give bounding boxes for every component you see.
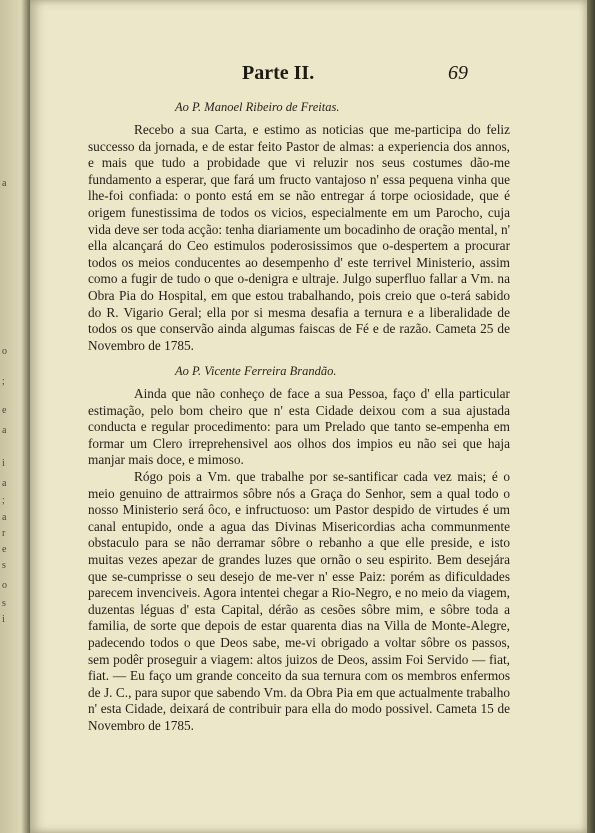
letter-addressee: Ao P. Vicente Ferreira Brandão. [175, 364, 337, 378]
left-page-fragment: e [2, 544, 7, 555]
paragraph: Ainda que não conheço de face a sua Pessoa, faço d' ella particular estimação, pelo bom cheiro que n' esta Cidade deixou com a sua ajustada conducta e regular procedimento: para um Prelado que tanto se-empenha em formar um Clero irreprehensivel aos olhos dos impios eu não sei que haja manjar mais doce, e mimoso. [88, 386, 510, 468]
left-page-fragment: i [2, 614, 5, 625]
page-number: 69 [448, 62, 468, 84]
left-page-fragment: e [2, 405, 7, 416]
left-page-fragment: s [2, 560, 6, 571]
letter-addressee: Ao P. Manoel Ribeiro de Freitas. [175, 100, 340, 114]
left-page-fragment: o [2, 580, 7, 591]
page-header [30, 62, 587, 86]
left-page-fragment: ; [2, 376, 5, 387]
left-page-fragment: a [2, 478, 7, 489]
left-page-fragment: o [2, 346, 7, 357]
letter-body [88, 386, 510, 734]
left-page-fragment: a [2, 425, 7, 436]
left-page-fragment: a [2, 178, 7, 189]
left-page-fragment: a [2, 512, 7, 523]
section-title: Parte II. [242, 62, 315, 84]
book-page [30, 0, 587, 833]
left-page-fragment: ; [2, 495, 5, 506]
letter-body [88, 122, 510, 354]
left-page-fragment: i [2, 458, 5, 469]
page-edge-shadow [587, 0, 595, 833]
left-page-fragment: r [2, 528, 6, 539]
left-page-fragment: s [2, 598, 6, 609]
left-page-edge [0, 0, 30, 833]
paragraph: Rógo pois a Vm. que trabalhe por se-santificar cada vez mais; é o meio genuino de attrairmos sôbre nós a Graça do Senhor, sem a qual todo o nosso Ministerio será ôco, e infructuoso: um Pastor despido de virtudes é um canal entupido, onde a agua das Divinas Misericordias acha communmente obstaculo para se não derramar sôbre o rebanho a que elle preside, e isto muitas vezes apezar de grandes luzes que ornão o seu espirito. Bem desejára que se-cumprisse o seu desejo de me-ver n' esse Paiz: porém as dificuldades parecem invenciveis. Agora intentei chegar a Rio-Negro, e no meio da viagem, duzentas léguas d' esta Capital, dérão as cesões sôbre mim, e sôbre toda a familia, de sorte que depois de estar quarenta dias na Villa de Monte-Alegre, padecendo todos o que Deos sabe, me-vi obrigado a voltar sôbre os passos, sem podêr proseguir a viagem: altos juizos de Deos, assim Foi Servido — fiat, fiat. — Eu faço um grande conceito da sua ternura com os membros enfermos de J. C., para supor que sabendo Vm. da Obra Pia em que actualmente trabalho n' esta Cidade, deixará de contribuir para ella do modo possivel. Cameta 15 de Novembro de 1785. [88, 468, 510, 733]
paragraph: Recebo a sua Carta, e estimo as noticias que me-participa do feliz successo da jornada, e de estar feito Pastor de almas: a experiencia dos annos, e mais que tudo a probidade que vi reluzir nos seus costumes dão-me fundamento a esperar, que fará um fructo vantajoso n' essa pequena vinha que lhe-foi confiada: o ponto está em se não entregar á torpe ociosidade, que é origem funestissima de todos os vicios, especialmente em um Parocho, cuja vida deve ser toda acção: tenha diariamente um bocadinho de oração mental, n' ella alcançará do Ceo estimulos poderosissimos que o-despertem a procurar todos os meios conducentes ao desempenho d' este terrivel Ministerio, assim como a fugir de tudo o que o-denigra e ultraje. Julgo superfluo fallar a Vm. na Obra Pia do Hospital, em que estou trabalhando, pois creio que o-terá sabido do R. Vigario Geral; ella por si mesma desafia a ternura e a liberalidade de todos os que conservão ainda algumas faiscas de Fé e de razão. Cameta 25 de Novembro de 1785. [88, 122, 510, 353]
